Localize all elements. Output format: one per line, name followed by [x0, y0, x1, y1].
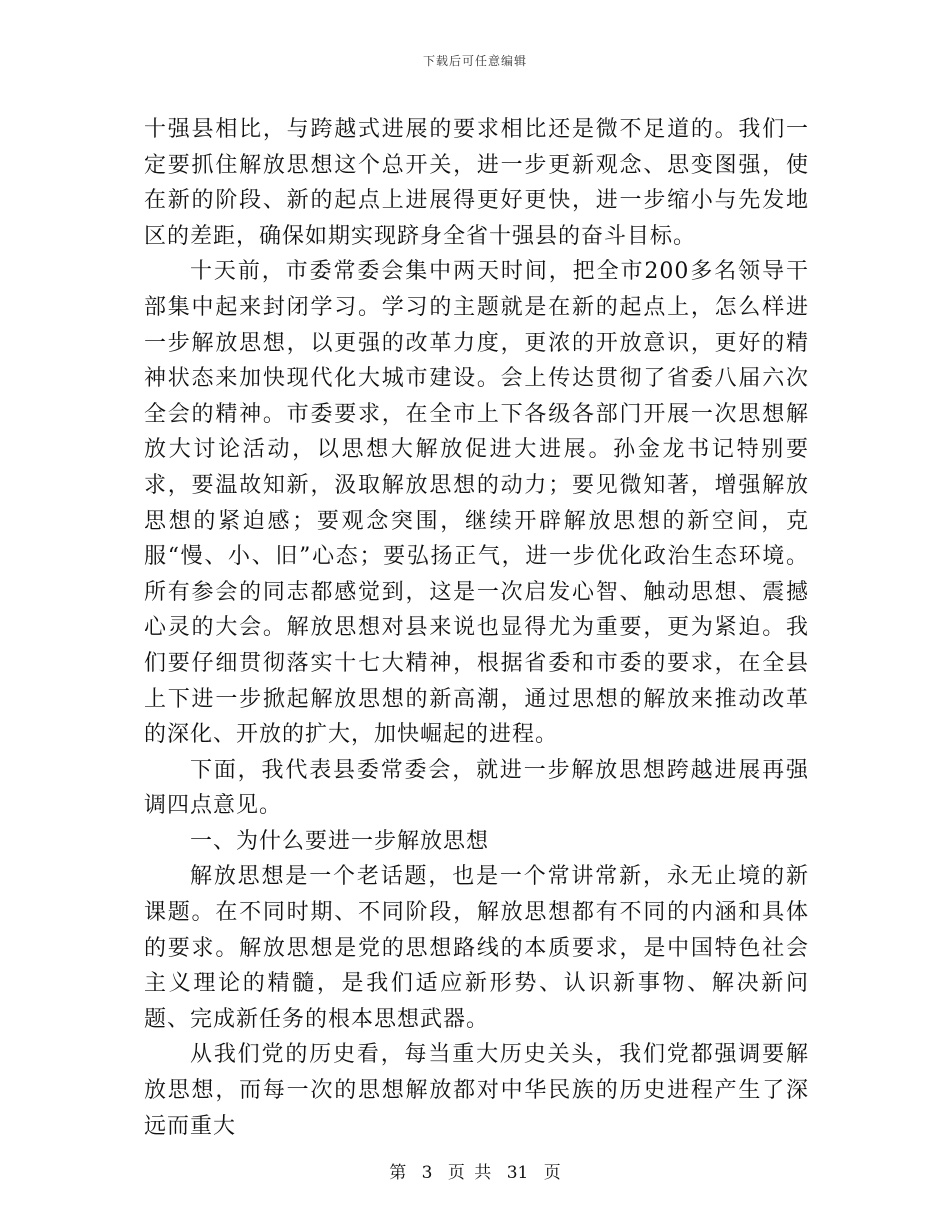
footer-suffix: 页 — [543, 1163, 561, 1183]
footer-current-page: 3 — [421, 1163, 433, 1183]
paragraph-5: 从我们党的历史看，每当重大历史关头，我们党都强调要解放思想，而每一次的思想解放都对中华民族的历史进程产生了深远而重大 — [144, 1042, 809, 1139]
footer-total-pages: 31 — [506, 1163, 529, 1183]
document-body — [144, 112, 809, 1144]
paragraph-3: 下面，我代表县委常委会，就进一步解放思想跨越进展再强调四点意见。 — [144, 757, 809, 819]
paragraph-1: 十强县相比，与跨越式进展的要求相比还是微不足道的。我们一定要抓住解放思想这个总开关，进一步更新观念、思变图强，使在新的阶段、新的起点上进展得更好更快，进一步缩小与先发地区的差距，确保如期实现跻身全省十强县的奋斗目标。 — [144, 117, 809, 249]
section-heading-1: 一、为什么要进一步解放思想 — [190, 828, 490, 854]
page-number-footer — [0, 1158, 950, 1183]
paragraph-4: 解放思想是一个老话题，也是一个常讲常新，永无止境的新课题。在不同时期、不同阶段，解放思想都有不同的内涵和具体的要求。解放思想是党的思想路线的本质要求，是中国特色社会主义理论的精髓，是我们适应新形势、认识新事物、解决新问题、完成新任务的根本思想武器。 — [144, 864, 809, 1032]
footer-prefix: 第 — [389, 1163, 407, 1183]
footer-middle: 页 共 — [447, 1163, 492, 1183]
paragraph-2: 十天前，市委常委会集中两天时间，把全市200多名领导干部集中起来封闭学习。学习的主题就是在新的起点上，怎么样进一步解放思想，以更强的改革力度，更浓的开放意识，更好的精神状态来加快现代化大城市建设。会上传达贯彻了省委八届六次全会的精神。市委要求，在全市上下各级各部门开展一次思想解放大讨论活动，以思想大解放促进大进展。孙金龙书记特别要求，要温故知新，汲取解放思想的动力；要见微知著，增强解放思想的紧迫感；要观念突围，继续开辟解放思想的新空间，克服“慢、小、旧”心态；要弘扬正气，进一步优化政治生态环境。所有参会的同志都感觉到，这是一次启发心智、触动思想、震撼心灵的大会。解放思想对县来说也显得尤为重要，更为紧迫。我们要仔细贯彻落实十七大精神，根据省委和市委的要求，在全县上下进一步掀起解放思想的新高潮，通过思想的解放来推动改革的深化、开放的扩大，加快崛起的进程。 — [144, 259, 809, 748]
page-header-note: 下载后可任意编辑 — [422, 54, 527, 68]
